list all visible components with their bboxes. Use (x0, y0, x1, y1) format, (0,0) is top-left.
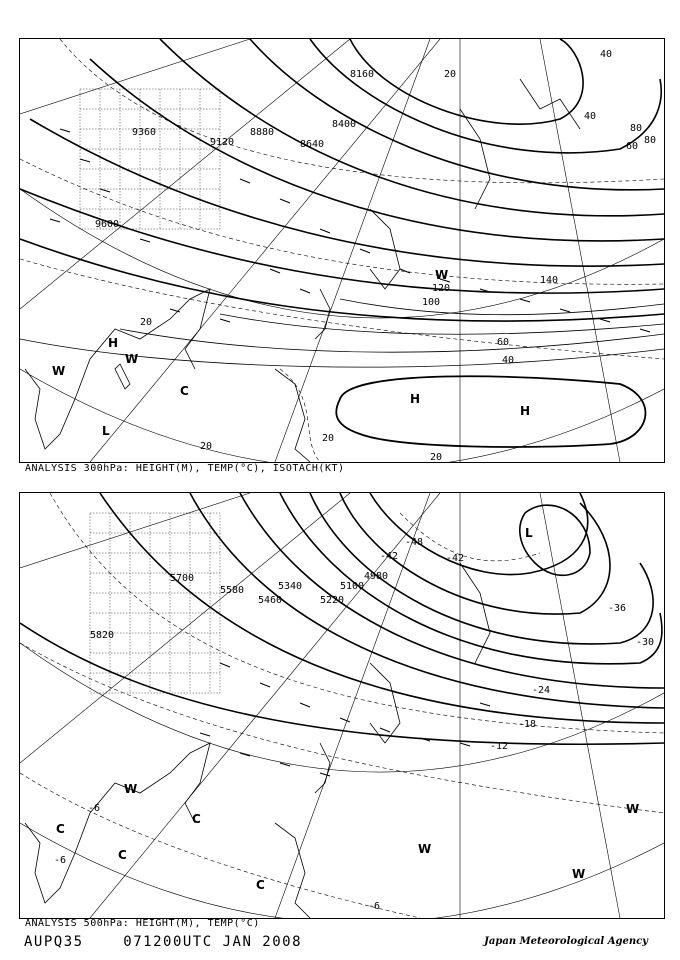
warm-center-marker: W (418, 842, 432, 856)
isotach-label: 40 (584, 111, 597, 122)
isotach-label: 80 (630, 123, 643, 134)
map-500hpa-panel (19, 492, 665, 919)
height-label: 8400 (332, 119, 357, 130)
temp-label: -48 (405, 537, 424, 548)
isotach-label: 100 (422, 297, 441, 308)
height-label: 4980 (364, 571, 389, 582)
height-contours (20, 39, 664, 321)
temperature-contours (20, 39, 664, 462)
high-pressure-contour (336, 376, 645, 447)
map-300hpa-svg (20, 39, 664, 462)
graticule (20, 39, 664, 462)
height-label: 8160 (350, 69, 375, 80)
warm-center-marker: W (52, 364, 66, 378)
graticule (20, 493, 664, 918)
warm-center-marker: W (626, 802, 640, 816)
isotach-label: 80 (644, 135, 657, 146)
cold-center-marker: C (56, 822, 65, 836)
temp-label: -12 (490, 741, 509, 752)
height-label: 5820 (90, 630, 115, 641)
height-label: 5340 (278, 581, 303, 592)
isotach-contours (20, 299, 664, 367)
panel-300hpa-caption: ANALYSIS 300hPa: HEIGHT(M), TEMP(°C), ISOTACH(KT) (25, 463, 345, 474)
isotach-label: 40 (600, 49, 613, 60)
valid-time: 071200UTC JAN 2008 (123, 934, 303, 950)
coastlines (25, 79, 580, 462)
warm-center-marker: W (124, 782, 138, 796)
temp-label: -6 (88, 803, 101, 814)
high-center-marker: H (520, 404, 531, 418)
height-label: 5220 (320, 595, 345, 606)
warm-center-marker: W (125, 352, 139, 366)
coastlines (25, 563, 490, 918)
isotach-label: 60 (497, 337, 510, 348)
map-300hpa-panel (19, 38, 665, 463)
isotach-label: 40 (502, 355, 515, 366)
cold-center-marker: C (118, 848, 127, 862)
cold-center-marker: C (256, 878, 265, 892)
temp-label: -42 (380, 551, 399, 562)
wind-barbs (200, 663, 490, 776)
isotach-label: 140 (540, 275, 559, 286)
height-label: 5700 (170, 573, 195, 584)
isotach-label: 20 (140, 317, 153, 328)
chart-id-and-time (24, 934, 302, 950)
panel-500hpa-caption: ANALYSIS 500hPa: HEIGHT(M), TEMP(°C) (25, 918, 260, 929)
height-label: 9600 (95, 219, 120, 230)
chart-code: AUPQ35 (24, 934, 84, 950)
isotach-label: 60 (626, 141, 639, 152)
cold-center-marker: C (192, 812, 201, 826)
low-center-marker: L (525, 526, 533, 540)
temp-label: -6 (54, 855, 67, 866)
cold-center-marker: C (180, 384, 189, 398)
temp-label: -6 (368, 901, 381, 912)
height-label: 8880 (250, 127, 275, 138)
agency-credit: Japan Meteorological Agency (484, 936, 648, 947)
warm-center-marker: W (435, 268, 449, 282)
height-contours (20, 493, 664, 744)
low-center-marker: L (102, 424, 110, 438)
temp-label: -18 (518, 719, 537, 730)
isotach-label: 120 (432, 283, 451, 294)
hatched-zone (80, 89, 220, 229)
height-label: 5100 (340, 581, 365, 592)
isotach-label: 20 (430, 452, 443, 462)
height-label: 5460 (258, 595, 283, 606)
temp-label: -24 (532, 685, 551, 696)
isotach-label: 20 (444, 69, 457, 80)
temp-label: -42 (446, 553, 465, 564)
isotach-label: 20 (200, 441, 213, 452)
temp-label: -30 (636, 637, 655, 648)
high-center-marker: H (410, 392, 421, 406)
height-label: 9120 (210, 137, 235, 148)
high-center-marker: H (108, 336, 119, 350)
height-label: 5580 (220, 585, 245, 596)
isotach-label: 20 (322, 433, 335, 444)
temp-label: -36 (608, 603, 627, 614)
height-label: 8640 (300, 139, 325, 150)
height-label: 9360 (132, 127, 157, 138)
map-500hpa-svg (20, 493, 664, 918)
hatched-zone (90, 513, 220, 693)
warm-center-marker: W (572, 867, 586, 881)
temperature-contours (20, 493, 664, 918)
